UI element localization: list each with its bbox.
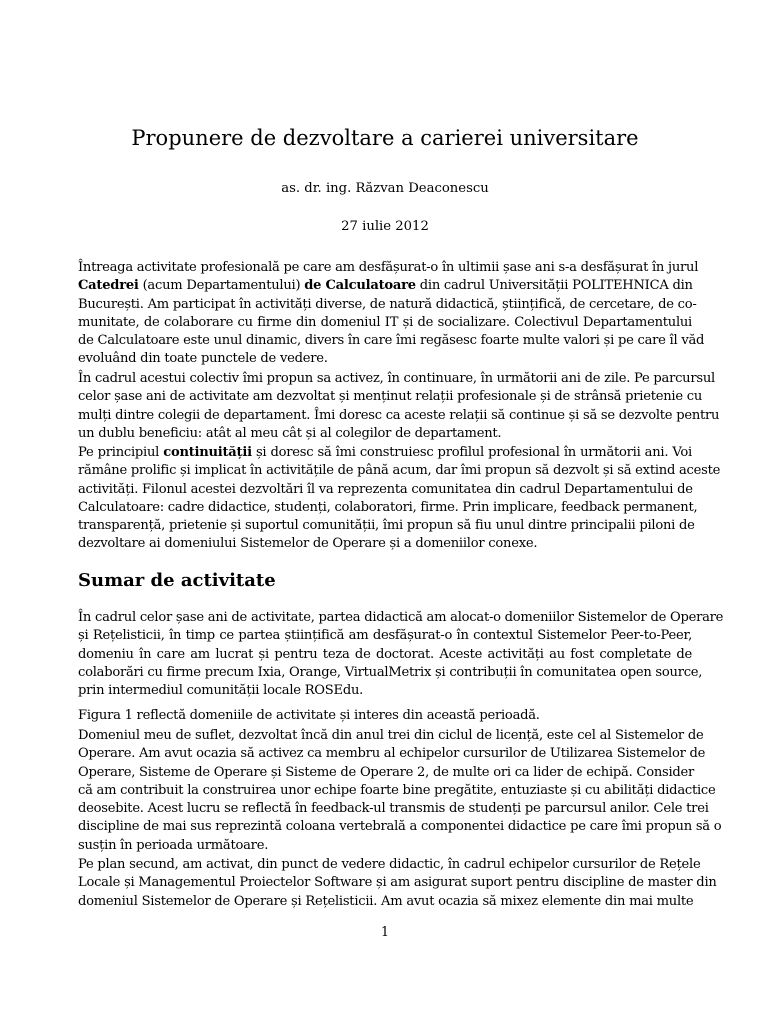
paragraph-line: Catedrei (acum Departamentului) de Calculatoare din cadrul Universității POLITEHNICA din xyxy=(78,278,693,294)
paragraph-line: discipline de mai sus reprezintă coloana vertebrală a componentei didactice pe care îmi propun să o xyxy=(78,819,722,835)
paragraph-line: Locale și Managementul Proiectelor Software și am asigurat suport pentru discipline de master din xyxy=(78,875,717,891)
paragraph-line: transparență, prietenie și suportul comunității, îmi propun să fiu unul dintre principalii piloni de xyxy=(78,518,695,534)
paragraph-line: prin intermediul comunității locale ROSEdu. xyxy=(78,683,364,699)
paragraph-line: Pe plan secund, am activat, din punct de vedere didactic, în cadrul echipelor cursurilor de Rețele xyxy=(78,857,701,872)
intro-paragraph xyxy=(78,370,720,443)
paragraph-line: domeniu în care am lucrat și pentru teza de doctorat. Aceste activități au fost completate de xyxy=(78,646,692,662)
paragraph-line: activități. Filonul acestei dezvoltări îl va reprezenta comunitatea din cadrul Departamentului de xyxy=(78,481,693,497)
paragraph-line: celor șase ani de activitate am dezvoltat și menținut relații profesionale și de strânsă prietenie cu xyxy=(78,389,703,405)
paragraph-line: Calculatoare: cadre didactice, studenți, colaboratori, firme. Prin implicare, feedback permanent, xyxy=(78,499,698,515)
document-author: as. dr. ing. Răzvan Deaconescu xyxy=(281,181,489,196)
paragraph-line: Domeniul meu de suflet, dezvoltat încă din anul trei din ciclul de licență, este cel al Sistemelor de xyxy=(78,728,704,743)
paragraph-line: Pe principiul continuității și doresc să îmi construiesc profilul profesional în următorii ani. Voi xyxy=(78,445,692,460)
page-number: 1 xyxy=(380,924,389,939)
paragraph-line: de Calculatoare este unul dinamic, divers în care îmi regăsesc foarte multe valori și pe care îl văd xyxy=(78,333,705,349)
document-date: 27 iulie 2012 xyxy=(341,219,429,234)
intro-paragraph xyxy=(78,444,721,554)
paragraph-line: În cadrul acestui colectiv îmi propun sa activez, în continuare, în următorii ani de zile. Pe parcursul xyxy=(78,371,715,386)
summary-paragraph xyxy=(78,727,722,855)
summary-paragraph xyxy=(78,856,717,911)
paragraph-line: deosebite. Acest lucru se reflectă în feedback-ul transmis de studenți pe parcursul anilor. Cele trei xyxy=(78,801,709,817)
paragraph-line: rămâne prolific și implicat în activitățile de până acum, dar îmi propun să dezvolt și să extind aceste xyxy=(78,463,721,479)
paragraph-line: munitate, de colaborare cu firme din domeniul IT și de socializare. Colectivul Departamentului xyxy=(78,314,692,330)
paragraph-line: Întreaga activitate profesională pe care am desfășurat-o în ultimii șase ani s-a desfășurat în jurul xyxy=(78,260,699,275)
paragraph-line: Operare, Sisteme de Operare și Sisteme de Operare 2, de multe ori ca lider de echipă. Consider xyxy=(78,764,695,780)
paragraph-line: mulți dintre colegii de departament. Îmi doresc ca aceste relații să continue și să se dezvolte pentru xyxy=(78,407,720,423)
paragraph-line: că am contribuit la construirea unor echipe foarte bine pregătite, entuziaste și cu abilități didactice xyxy=(78,782,716,798)
paragraph-line: În cadrul celor șase ani de activitate, partea didactică am alocat-o domeniilor Sistemelor de Operare xyxy=(78,610,724,625)
paragraph-line: Operare. Am avut ocazia să activez ca membru al echipelor cursurilor de Utilizarea Sistemelor de xyxy=(78,746,706,762)
document-title: Propunere de dezvoltare a carierei universitare xyxy=(131,126,639,150)
section-heading: Sumar de activitate xyxy=(78,570,276,591)
intro-paragraph xyxy=(78,259,705,369)
summary-paragraph xyxy=(78,609,724,700)
document-page xyxy=(78,0,724,1024)
paragraph-line: București. Am participat în activități diverse, de natură didactică, științifică, de cercetare, de co- xyxy=(78,296,697,312)
paragraph-line: susțin în perioada următoare. xyxy=(78,837,269,853)
paragraph-line: și Rețelisticii, în timp ce partea științifică am desfășurat-o în contextul Sistemelor Peer-to-Peer, xyxy=(78,628,692,644)
paragraph-line: domeniul Sistemelor de Operare și Rețelisticii. Am avut ocazia să mixez elemente din mai multe xyxy=(78,893,694,909)
paragraph-line: Figura 1 reflectă domeniile de activitate și interes din această perioadă. xyxy=(78,708,540,723)
paragraph-line: colaborări cu firme precum Ixia, Orange, VirtualMetrix și contribuții în comunitatea open source, xyxy=(78,664,703,680)
paragraph-line: evoluând din toate punctele de vedere. xyxy=(78,351,328,367)
paragraph-line: dezvoltare ai domeniului Sistemelor de Operare și a domeniilor conexe. xyxy=(78,536,538,552)
paragraph-line: un dublu beneficiu: atât al meu cât și al colegilor de departament. xyxy=(78,425,502,441)
summary-paragraph xyxy=(78,707,692,725)
